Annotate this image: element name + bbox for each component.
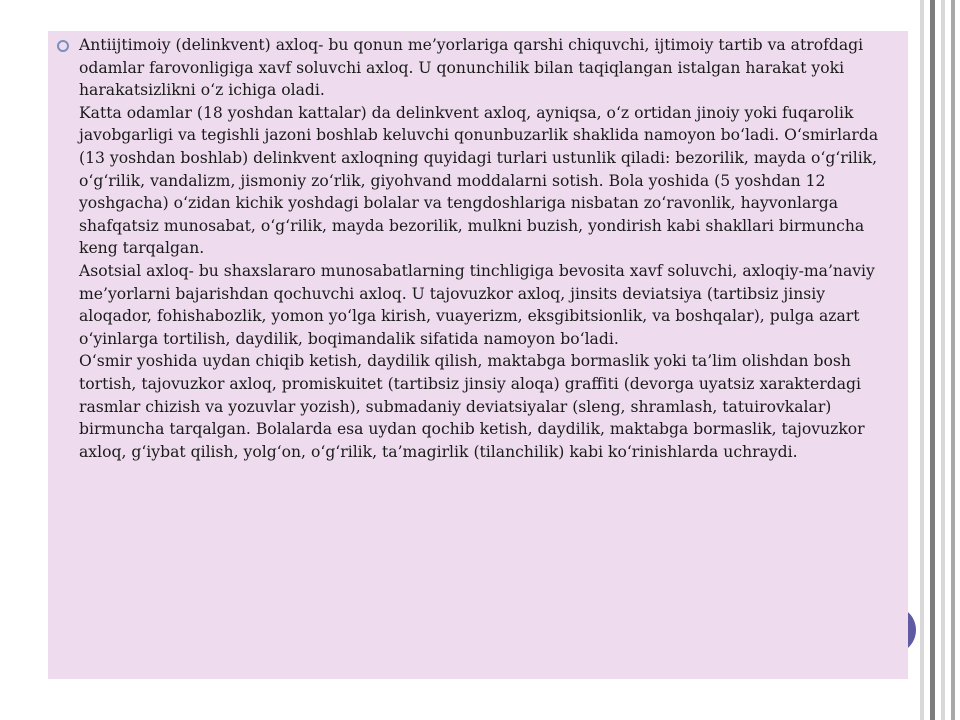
side-rail-mid <box>951 0 955 720</box>
paragraph-asocial-definition: Asotsial axloq- bu shaxslararo munosabatlarning tinchligiga bevosita xavf soluvchi, axloqiy-ma’naviy me’yorlarni bajarishdan qochuvchi axloq. U tajovuzkor axloq, jinsits deviatsiya (tartibsiz jinsiy aloqador, fohishabozlik, yomon yo‘lga kirish, vuayerizm, eksgibitsionlik, va boshqalar), pulga azart o‘yinlarga tortilish, daydilik, boqimandalik sifatida namoyon bo‘ladi. <box>79 261 875 348</box>
slide-text <box>79 34 901 463</box>
paragraph-delinquent-definition: Antiijtimoiy (delinkvent) axloq- bu qonun me’yorlariga qarshi chiquvchi, ijtimoiy tartib va atrofdagi odamlar farovonligiga xavf soluvchi axloq. U qonunchilik bilan taqiqlangan istalgan harakat yoki harakatsizlikni o‘z ichiga oladi. <box>79 36 864 100</box>
bullet-ring-icon <box>57 40 69 52</box>
side-rail-light <box>920 0 924 720</box>
side-rail-dark <box>930 0 935 720</box>
paragraph-delinquent-age-groups: Katta odamlar (18 yoshdan kattalar) da delinkvent axloq, ayniqsa, o‘z ortidan jinoiy yoki fuqarolik javobgarligi va tegishli jazoni boshlab keluvchi qonunbuzarlik shaklida namoyon bo‘ladi. O‘smirlarda (13 yoshdan boshlab) delinkvent axloqning quyidagi turlari ustunlik qiladi: bezorilik, mayda o‘g‘rilik, o‘g‘rilik, vandalizm, jismoniy zo‘rlik, giyohvand moddalarni sotish. Bola yoshida (5 yoshdan 12 yoshgacha) o‘zidan kichik yoshdagi bolalar va tengdoshlariga nisbatan zo‘ravonlik, hayvonlarga shafqatsiz munosabat, o‘g‘rilik, mayda bezorilik, mulkni buzish, yondirish kabi shakllari birmuncha keng tarqalgan. <box>79 103 879 258</box>
paragraph-teen-and-child-forms: O‘smir yoshida uydan chiqib ketish, daydilik qilish, maktabga bormaslik yoki ta’lim olishdan bosh tortish, tajovuzkor axloq, promiskuitet (tartibsiz jinsiy aloqa) graffiti (devorga uyatsiz xarakterdagi rasmlar chizish va yozuvlar yozish), submadaniy deviatsiyalar (sleng, shramlash, tatuirovkalar) birmuncha tarqalgan. Bolalarda esa uydan qochib ketish, daydilik, maktabga bormaslik, tajovuzkor axloq, g‘iybat qilish, yolg‘on, o‘g‘rilik, ta’magirlik (tilanchilik) kabi ko‘rinishlarda uchraydi. <box>79 352 865 461</box>
side-rail-light-outer <box>941 0 945 720</box>
